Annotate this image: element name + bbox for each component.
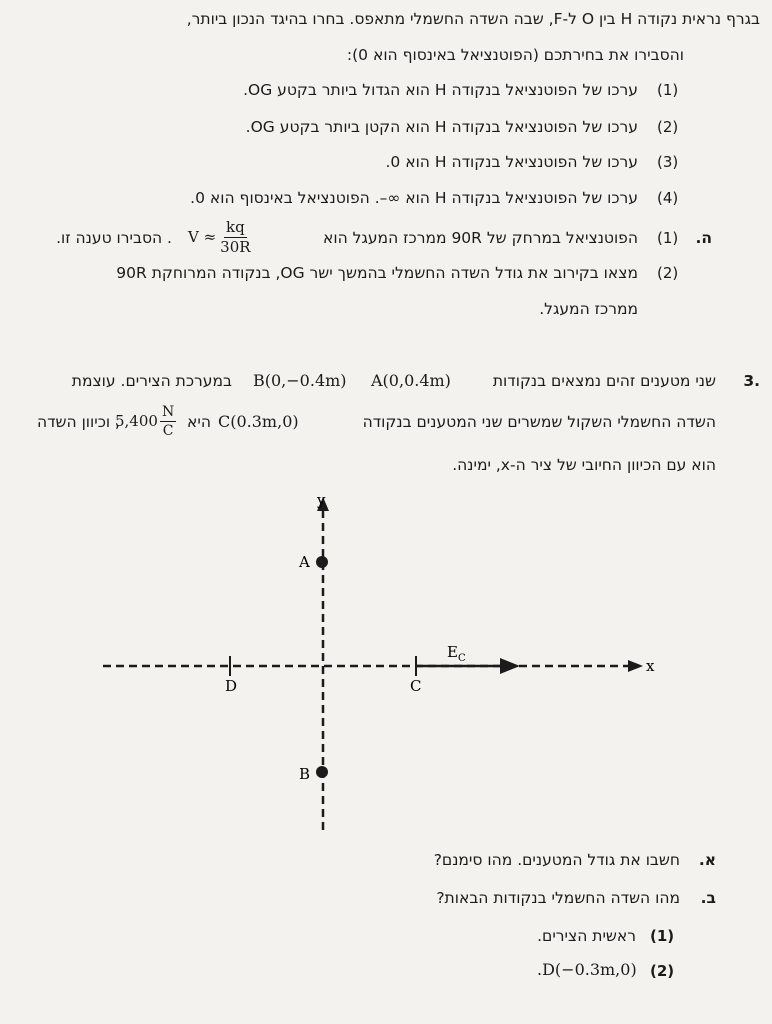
intro-line-2: והסבירו את בחירתכם (הפוטנציאל באינסוף הוא 0):: [346, 46, 684, 64]
part-h-q1-formula: [188, 212, 251, 262]
field-unit-denominator: C: [162, 422, 174, 439]
option-1-number: (1): [657, 81, 679, 99]
formula-numerator: kq: [226, 217, 245, 236]
charge-a: [316, 556, 328, 568]
charges-diagram: [0, 485, 772, 845]
q3-line-1-end: במערכת הצירים. עוצמת: [71, 372, 232, 390]
field-vector-label: [447, 643, 466, 664]
q3-point-a: A(0,0.4m): [371, 371, 451, 390]
x-axis-label: x: [646, 657, 655, 675]
sub-b-text: מהו השדה החשמלי בנקודות הבאות?: [436, 889, 680, 907]
charge-b: [316, 766, 328, 778]
question-3-number: 3.: [743, 372, 760, 390]
q3-line-2-text: השדה החשמלי השקול שמשרים שני המטענים בנקודה: [362, 413, 716, 431]
field-vector-arrowhead: [500, 658, 520, 674]
q3-point-c: C(0.3m,0): [218, 412, 299, 431]
option-2-text: ערכו של הפוטנציאל בנקודה H הוא הקטן ביותר בקטע OG.: [245, 118, 638, 136]
option-2-number: (2): [657, 118, 679, 136]
sub-b1-number: (1): [650, 927, 675, 945]
charge-b-label: B: [299, 765, 311, 783]
sub-b2-text: .D(−0.3m,0): [537, 960, 637, 979]
part-h-q1-number: (1): [657, 229, 679, 247]
formula-fraction: [220, 218, 250, 257]
field-value: 5,400: [115, 412, 158, 430]
y-axis-label: y: [317, 491, 326, 509]
formula-denominator: 30R: [220, 237, 251, 256]
sub-b1-text: ראשית הצירים.: [537, 927, 636, 945]
field-unit: [160, 403, 176, 440]
part-h-q2-line-1: מצאו בקירוב את גודל השדה החשמלי בהמשך ישר OG, בנקודה המרוחקת 90R: [116, 264, 638, 282]
q3-field-magnitude: [115, 399, 176, 443]
q3-line-2-end: , וכיוון השדה: [36, 413, 120, 431]
field-label-sub: C: [457, 653, 466, 664]
sub-b-label: ב.: [700, 889, 716, 907]
q3-line-1-text: שני מטענים זהים נמצאים בנקודות: [492, 372, 716, 390]
q3-point-b: B(0,−0.4m): [253, 371, 347, 390]
charge-a-label: A: [299, 553, 310, 571]
option-3-text: ערכו של הפוטנציאל בנקודה H הוא 0.: [385, 153, 638, 171]
part-h-q1-text-end: . הסבירו טענה זו.: [56, 229, 172, 247]
option-4-number: (4): [657, 189, 679, 207]
part-h-q2-number: (2): [657, 264, 679, 282]
option-1-text: ערכו של הפוטנציאל בנקודה H הוא הגדול ביותר בקטע OG.: [243, 81, 638, 99]
field-label-e: E: [447, 643, 458, 661]
part-h-label: ה.: [695, 229, 712, 247]
part-h-q1-text: הפוטנציאל במרחק של 90R ממרכז המעגל הוא: [323, 229, 638, 247]
intro-line-1: בגרף נראית נקודה H בין O ל-F, שבה השדה החשמלי מתאפס. בחרו בהיגד הנכון ביותר,: [186, 10, 760, 28]
field-unit-numerator: N: [161, 403, 175, 420]
option-4-text: ערכו של הפוטנציאל בנקודה H הוא ∞–. הפוטנציאל באינסוף הוא 0.: [190, 189, 638, 207]
sub-a-label: א.: [698, 851, 716, 869]
option-3-number: (3): [657, 153, 679, 171]
q3-line-2-is: היא: [187, 413, 211, 431]
part-h-q2-line-2: ממרכז המעגל.: [539, 300, 638, 318]
point-c-label: C: [410, 677, 422, 695]
x-axis-arrow: [628, 660, 643, 672]
sub-a-text: חשבו את גודל המטענים. מהו סימנם?: [433, 851, 680, 869]
point-d-label: D: [225, 677, 238, 695]
sub-b2-number: (2): [650, 962, 675, 980]
formula-v-approx: V ≈: [188, 228, 217, 246]
q3-line-3: הוא עם הכיוון החיובי של ציר ה-x, ימינה.: [452, 456, 716, 474]
